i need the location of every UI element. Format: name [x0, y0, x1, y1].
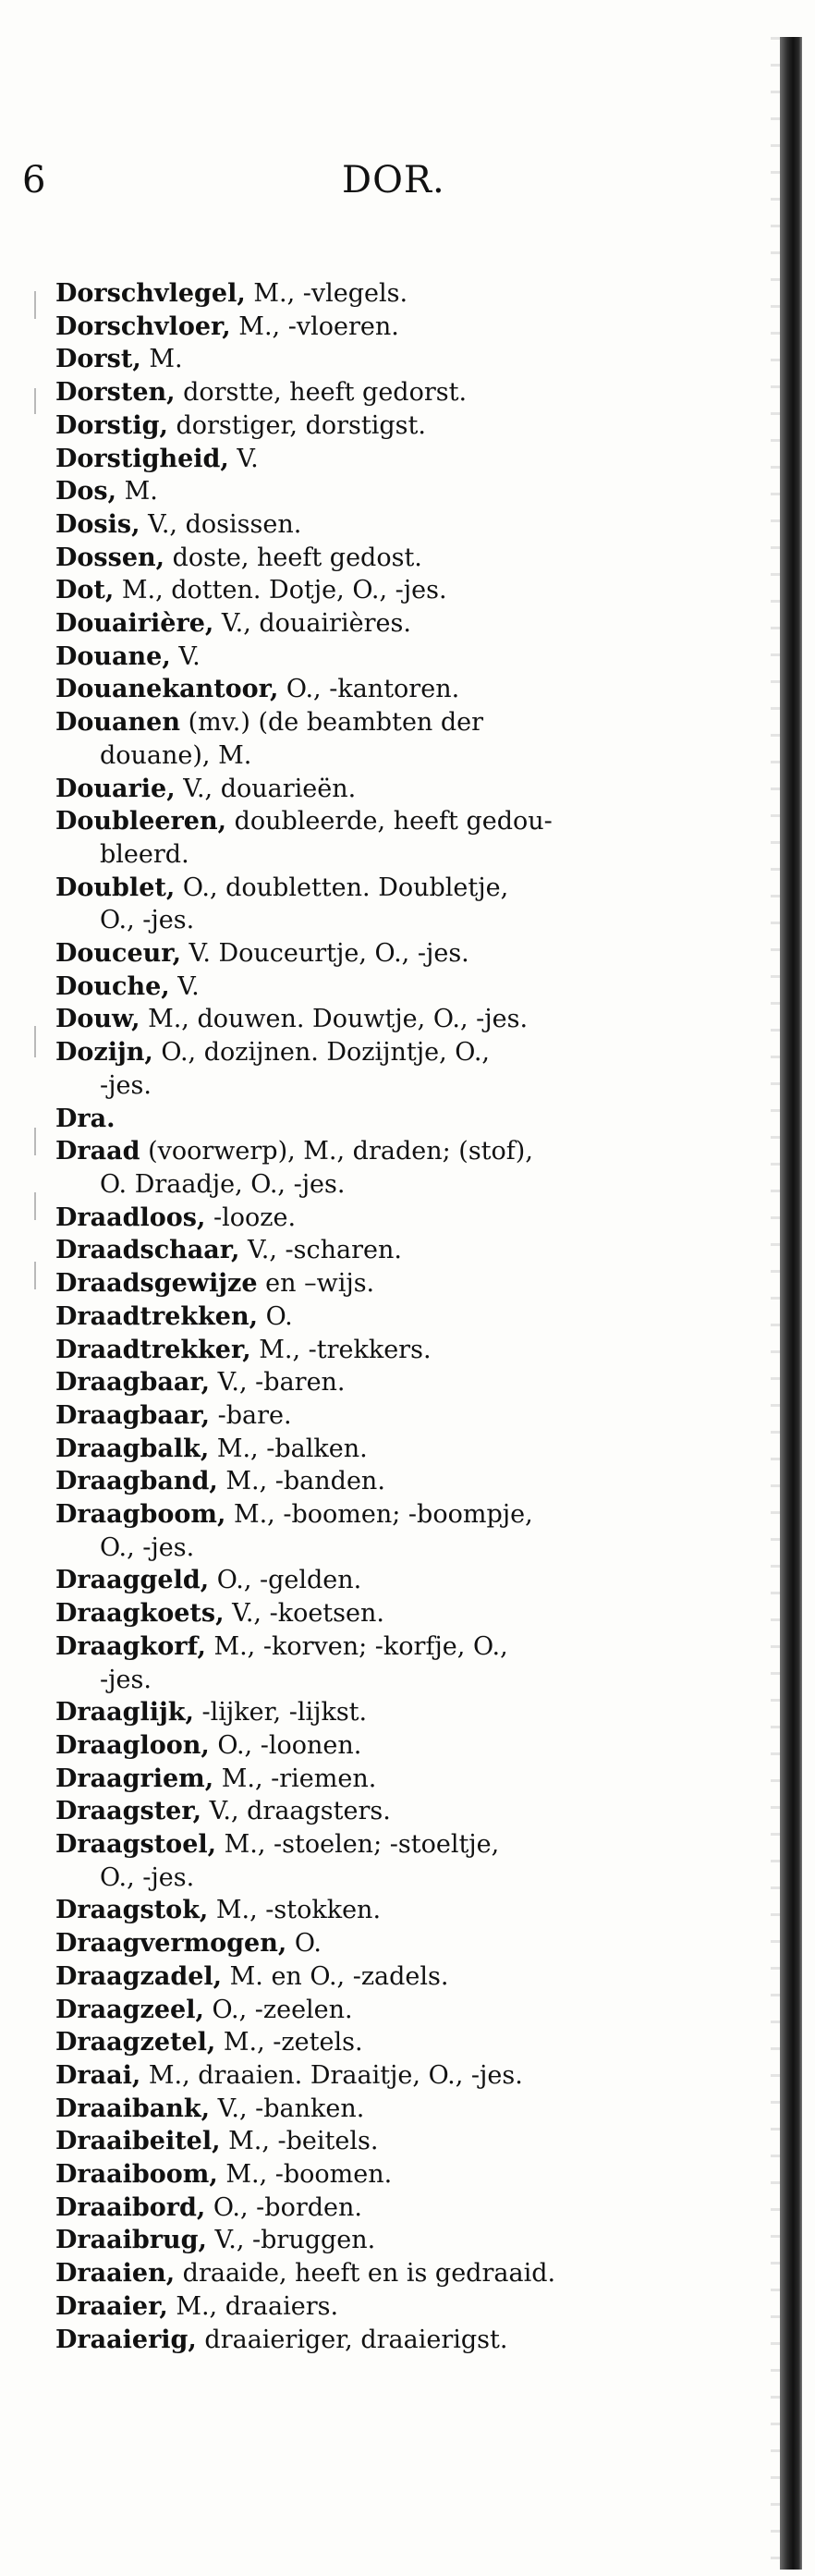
dictionary-entry: [55, 1729, 730, 1763]
entry-definition: V. Douceurtje, O., -jes.: [180, 939, 469, 969]
dictionary-entry: [55, 1300, 730, 1334]
entry-definition: M., -balken.: [209, 1434, 368, 1463]
entry-definition: V., draagsters.: [201, 1797, 391, 1826]
entry-definition: M., -korven; -korfje, O.,: [205, 1631, 508, 1661]
binding-shadow: [771, 37, 780, 2570]
entry-line: [55, 2158, 730, 2191]
dictionary-entry: [55, 2158, 730, 2191]
dictionary-entry: [55, 2324, 730, 2357]
entry-definition: M., draaiers.: [167, 2291, 339, 2321]
entry-headword: Draagbaar,: [55, 1400, 211, 1430]
entry-headword: Draaibeitel,: [55, 2127, 221, 2156]
entry-definition: -jes.: [100, 1070, 152, 1100]
entry-definition: V.: [170, 641, 201, 671]
entry-definition: V., douairières.: [213, 609, 411, 639]
entry-headword: Dos,: [55, 477, 117, 507]
entry-definition: M., -zetels.: [215, 2028, 363, 2057]
entry-headword: Draagkoets,: [55, 1599, 225, 1629]
entry-line: [55, 2125, 730, 2158]
entry-line: [55, 1564, 730, 1597]
dictionary-entry: [55, 1267, 730, 1300]
entry-line: [55, 1729, 730, 1763]
dictionary-entry: [55, 1433, 730, 1466]
entry-definition: M.: [116, 477, 158, 507]
entry-headword: Draaibrug,: [55, 2226, 207, 2255]
entry-headword: Draagloon,: [55, 1730, 210, 1760]
entry-definition: O.: [258, 1301, 293, 1331]
dictionary-entry: [55, 1036, 730, 1102]
entry-headword: Draaglijk,: [55, 1698, 194, 1728]
entry-line: [55, 1366, 730, 1399]
entry-definition: O., -zeelen.: [203, 1995, 353, 2024]
margin-mark: [34, 291, 36, 319]
entry-headword: Douw,: [55, 1005, 140, 1034]
dictionary-entry: [55, 607, 730, 641]
entry-continuation-line: [55, 904, 730, 937]
entry-headword: Draadsgewijze: [55, 1269, 258, 1299]
dictionary-entry: [55, 574, 730, 607]
dictionary-entry: [55, 1795, 730, 1828]
entry-line: [55, 1135, 730, 1168]
entry-line: [55, 376, 730, 409]
dictionary-entry: [55, 376, 730, 409]
entry-definition: M., -boomen.: [217, 2160, 393, 2190]
entry-headword: Douceur,: [55, 939, 181, 969]
dictionary-entry: [55, 2224, 730, 2257]
dictionary-entry: [55, 1234, 730, 1267]
entry-line: [55, 574, 730, 607]
entry-headword: Dorschvlegel,: [55, 279, 246, 308]
dictionary-entry: [55, 311, 730, 344]
entry-headword: Dra.: [55, 1104, 116, 1133]
entry-definition: M., -trekkers.: [250, 1335, 432, 1364]
entry-definition: M., -boomen; -boompje,: [225, 1500, 533, 1530]
entry-line: [55, 1267, 730, 1300]
dictionary-entry: [55, 1828, 730, 1894]
dictionary-entry: [55, 1399, 730, 1433]
entry-line: [55, 1334, 730, 1367]
entry-line: [55, 673, 730, 706]
entry-line: [55, 409, 730, 443]
entry-headword: Dosis,: [55, 509, 140, 539]
entry-headword: Draadschaar,: [55, 1236, 240, 1265]
entry-headword: Draagband,: [55, 1467, 218, 1496]
entry-definition: M., dotten. Dotje, O., -jes.: [114, 576, 447, 605]
dictionary-entry: [55, 1597, 730, 1630]
entry-definition: doste, heeft gedost.: [164, 543, 422, 572]
entry-definition: M., -stokken.: [208, 1896, 382, 1925]
entry-definition: V., -banken.: [210, 2094, 365, 2123]
entry-line: [55, 475, 730, 508]
entry-line: [55, 2026, 730, 2059]
dictionary-entry: [55, 2191, 730, 2225]
entry-definition: M., -vlegels.: [245, 279, 408, 308]
entry-line: [55, 2059, 730, 2093]
entry-headword: Draai,: [55, 2060, 141, 2090]
dictionary-entry: [55, 1994, 730, 2027]
entry-continuation-line: [55, 1168, 730, 1202]
entry-line: [55, 641, 730, 674]
margin-mark: [34, 1026, 36, 1057]
entry-headword: Dorstig,: [55, 410, 168, 440]
entry-definition: M., -riemen.: [213, 1764, 377, 1793]
entry-line: [55, 443, 730, 476]
entry-definition: M., -banden.: [217, 1467, 385, 1496]
entry-line: [55, 1003, 730, 1036]
entry-definition: V., -bruggen.: [206, 2226, 376, 2255]
entry-headword: Draaibank,: [55, 2094, 210, 2123]
entry-headword: Draaien,: [55, 2259, 176, 2289]
entry-definition: O., doubletten. Doubletje,: [175, 873, 509, 902]
dictionary-entry: [55, 706, 730, 772]
entry-definition: -looze.: [205, 1203, 297, 1232]
dictionary-entry: [55, 2093, 730, 2126]
dictionary-entry: [55, 1334, 730, 1367]
dictionary-entry: [55, 475, 730, 508]
entry-line: [55, 971, 730, 1004]
entry-definition: en –wijs.: [257, 1269, 375, 1299]
entry-line: [55, 2290, 730, 2324]
entry-continuation-line: [55, 739, 730, 773]
entry-headword: Dot,: [55, 576, 115, 605]
entry-headword: Dorsten,: [55, 378, 176, 408]
running-head: DOR.: [342, 159, 445, 201]
dictionary-entry: [55, 443, 730, 476]
entry-definition: -bare.: [210, 1400, 292, 1430]
entry-line: [55, 1103, 730, 1136]
entry-line: [55, 508, 730, 542]
entry-continuation-line: [55, 1069, 730, 1103]
entry-headword: Draagkorf,: [55, 1631, 206, 1661]
entry-continuation-line: [55, 1664, 730, 1697]
entry-headword: Draadloos,: [55, 1203, 206, 1232]
entry-definition: V., -scharen.: [239, 1236, 402, 1265]
entry-headword: Draagboom,: [55, 1500, 226, 1530]
entry-line: [55, 1960, 730, 1994]
entry-definition: -jes.: [100, 1665, 152, 1694]
dictionary-entry: [55, 1630, 730, 1696]
dictionary-entry: [55, 673, 730, 706]
entry-headword: Draadtrekker,: [55, 1335, 251, 1364]
entry-definition: M. en O., -zadels.: [222, 1961, 449, 1991]
dictionary-entry: [55, 2125, 730, 2158]
dictionary-entry: [55, 971, 730, 1004]
entry-definition: M., draaien. Draaitje, O., -jes.: [140, 2060, 523, 2090]
entry-headword: Draagbalk,: [55, 1434, 210, 1463]
entry-headword: Draagriem,: [55, 1764, 214, 1793]
dictionary-entry: [55, 1366, 730, 1399]
entry-headword: Dorschvloer,: [55, 311, 231, 341]
entry-definition: M.: [140, 345, 183, 374]
entry-line: [55, 1202, 730, 1235]
entry-line: [55, 311, 730, 344]
entry-line: [55, 1828, 730, 1862]
page-number: 6: [22, 159, 46, 201]
entry-headword: Douarie,: [55, 774, 176, 803]
entry-headword: Douairière,: [55, 609, 214, 639]
entry-line: [55, 805, 730, 838]
entry-continuation-line: [55, 1532, 730, 1565]
entry-definition: O., dozijnen. Dozijntje, O.,: [152, 1038, 490, 1068]
entry-line: [55, 607, 730, 641]
entry-line: [55, 1300, 730, 1334]
entry-line: [55, 343, 730, 376]
entry-headword: Douanen: [55, 708, 180, 738]
entry-headword: Doubleeren,: [55, 807, 226, 836]
entry-definition: O., -jes.: [100, 906, 195, 935]
dictionary-entry: [55, 343, 730, 376]
entry-definition: douane), M.: [100, 740, 252, 770]
entry-continuation-line: [55, 1862, 730, 1895]
entry-headword: Dorstigheid,: [55, 444, 229, 473]
entry-line: [55, 1763, 730, 1796]
entry-definition: dorstiger, dorstigst.: [167, 410, 426, 440]
margin-mark: [34, 388, 36, 414]
entry-definition: (voorwerp), M., draden; (stof),: [140, 1137, 533, 1166]
entry-definition: M., -stoelen; -stoeltje,: [216, 1830, 500, 1860]
entry-line: [55, 2324, 730, 2357]
entry-definition: M., -vloeren.: [230, 311, 399, 341]
dictionary-entry: [55, 1498, 730, 1564]
entry-line: [55, 1795, 730, 1828]
dictionary-entry: [55, 641, 730, 674]
entry-definition: O., -gelden.: [209, 1566, 362, 1595]
dictionary-entry: [55, 1894, 730, 1927]
entry-headword: Draaibord,: [55, 2192, 206, 2222]
entry-headword: Draagzadel,: [55, 1961, 223, 1991]
entry-line: [55, 1927, 730, 1960]
entry-line: [55, 1433, 730, 1466]
entry-definition: O. Draadje, O., -jes.: [100, 1169, 346, 1199]
dictionary-entry: [55, 1135, 730, 1201]
entry-line: [55, 1597, 730, 1630]
entry-line: [55, 1399, 730, 1433]
entry-headword: Draagster,: [55, 1797, 202, 1826]
entry-line: [55, 277, 730, 311]
entry-headword: Dossen,: [55, 543, 165, 572]
entry-headword: Douane,: [55, 641, 171, 671]
entry-line: [55, 2257, 730, 2290]
dictionary-entry: [55, 1564, 730, 1597]
entry-line: [55, 872, 730, 905]
entry-definition: O.: [286, 1929, 322, 1959]
entry-headword: Draagbaar,: [55, 1368, 211, 1398]
entry-definition: (mv.) (de beambten der: [180, 708, 484, 738]
entry-definition: V., dosissen.: [140, 509, 302, 539]
entry-line: [55, 1036, 730, 1069]
entry-headword: Draagstoel,: [55, 1830, 217, 1860]
dictionary-entry: [55, 2257, 730, 2290]
entry-definition: O., -jes.: [100, 1532, 195, 1562]
entry-line: [55, 542, 730, 575]
entry-definition: V., -baren.: [210, 1368, 346, 1398]
binding-edge: [780, 37, 802, 2570]
entry-headword: Draadtrekken,: [55, 1301, 259, 1331]
entry-definition: V., -koetsen.: [224, 1599, 384, 1629]
entry-line: [55, 2191, 730, 2225]
dictionary-entry: [55, 1763, 730, 1796]
entry-definition: M., -beitels.: [220, 2127, 379, 2156]
dictionary-entry: [55, 773, 730, 806]
entry-definition: O., -kantoren.: [278, 675, 460, 704]
margin-mark: [34, 1128, 36, 1155]
entry-headword: Dozijn,: [55, 1038, 153, 1068]
dictionary-entry: [55, 2059, 730, 2093]
entry-headword: Draagstok,: [55, 1896, 209, 1925]
dictionary-entry: [55, 2026, 730, 2059]
page-header: [0, 157, 815, 213]
entry-line: [55, 706, 730, 739]
entry-headword: Draagzetel,: [55, 2028, 216, 2057]
dictionary-entry: [55, 1465, 730, 1498]
dictionary-entry: [55, 937, 730, 971]
entry-line: [55, 937, 730, 971]
entry-definition: bleerd.: [100, 839, 189, 869]
dictionary-entry: [55, 1960, 730, 1994]
dictionary-entry: [55, 277, 730, 311]
entry-line: [55, 2093, 730, 2126]
entry-line: [55, 1630, 730, 1664]
dictionary-entry: [55, 872, 730, 937]
entry-headword: Draagzeel,: [55, 1995, 204, 2024]
dictionary-entry: [55, 542, 730, 575]
entry-definition: V.: [228, 444, 259, 473]
dictionary-entry: [55, 409, 730, 443]
dictionary-entry: [55, 1696, 730, 1729]
dictionary-entry: [55, 1103, 730, 1136]
entry-line: [55, 1994, 730, 2027]
entry-line: [55, 1894, 730, 1927]
dictionary-entry: [55, 1202, 730, 1235]
entry-headword: Douanekantoor,: [55, 675, 279, 704]
entry-line: [55, 1234, 730, 1267]
entry-continuation-line: [55, 838, 730, 872]
entry-line: [55, 1696, 730, 1729]
entry-definition: O., -jes.: [100, 1862, 195, 1892]
dictionary-entry: [55, 1927, 730, 1960]
margin-mark: [34, 1192, 36, 1220]
dictionary-entry: [55, 2290, 730, 2324]
entry-headword: Draad: [55, 1137, 140, 1166]
entry-definition: draaieriger, draaierigst.: [196, 2325, 508, 2354]
dictionary-entry: [55, 1003, 730, 1036]
entry-headword: Dorst,: [55, 345, 141, 374]
dictionary-entry: [55, 508, 730, 542]
entry-definition: O., -loonen.: [209, 1730, 362, 1760]
entry-line: [55, 2224, 730, 2257]
entry-definition: V.: [169, 971, 200, 1001]
entry-headword: Draaierig,: [55, 2325, 197, 2354]
entry-definition: V., douarieën.: [175, 774, 357, 803]
entry-definition: M., douwen. Douwtje, O., -jes.: [140, 1005, 529, 1034]
margin-mark: [34, 1262, 36, 1289]
entry-definition: draaide, heeft en is gedraaid.: [175, 2259, 556, 2289]
entry-headword: Draaiboom,: [55, 2160, 218, 2190]
entry-headword: Draagvermogen,: [55, 1929, 287, 1959]
entry-line: [55, 773, 730, 806]
dictionary-entry: [55, 805, 730, 871]
entry-headword: Draaggeld,: [55, 1566, 210, 1595]
entry-headword: Draaier,: [55, 2291, 168, 2321]
entry-definition: -lijker, -lijkst.: [193, 1698, 368, 1728]
entry-definition: O., -borden.: [205, 2192, 362, 2222]
entry-line: [55, 1498, 730, 1532]
entry-headword: Doublet,: [55, 873, 176, 902]
entry-list: [55, 277, 730, 2356]
entry-definition: doubleerde, heeft gedou-: [225, 807, 553, 836]
entry-headword: Douche,: [55, 971, 170, 1001]
entry-definition: dorstte, heeft gedorst.: [175, 378, 468, 408]
entry-line: [55, 1465, 730, 1498]
